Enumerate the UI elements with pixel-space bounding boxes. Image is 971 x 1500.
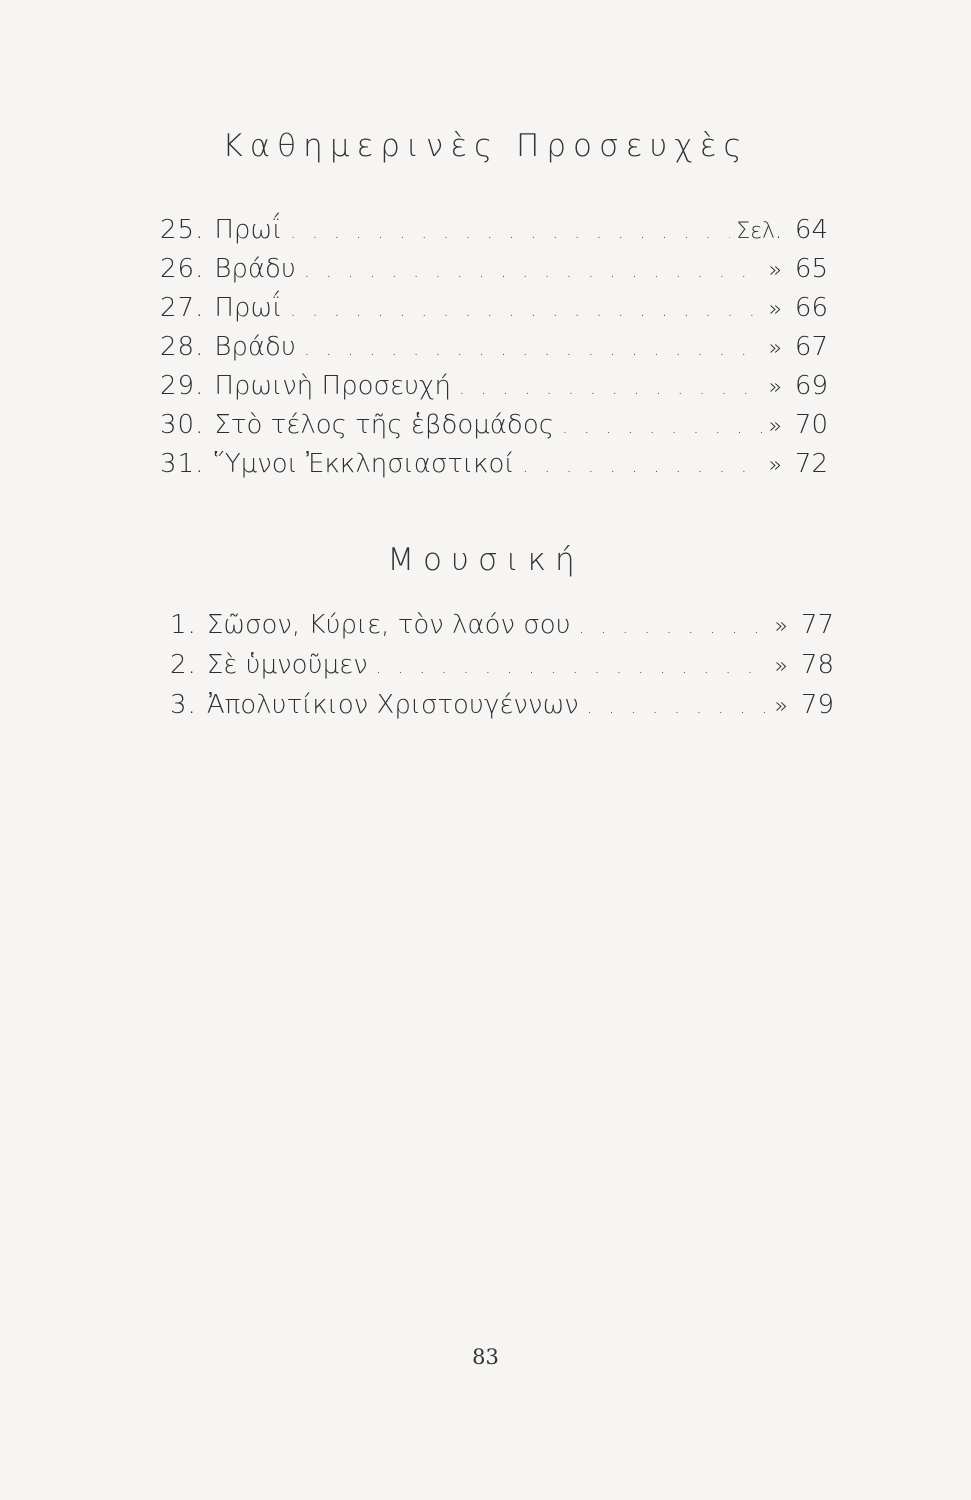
dot-leader bbox=[587, 699, 769, 717]
entry-page: 77 bbox=[800, 610, 834, 640]
entry-number: 3. bbox=[170, 690, 197, 720]
entry-number: 31. bbox=[160, 449, 205, 479]
entry-page: 72 bbox=[794, 449, 828, 479]
toc-list-daily-prayers bbox=[160, 215, 828, 488]
toc-list-music bbox=[170, 610, 834, 730]
toc-entry bbox=[160, 371, 828, 410]
entry-number: 30. bbox=[160, 410, 205, 440]
entry-page: 69 bbox=[794, 371, 828, 401]
page-prefix: » bbox=[768, 414, 782, 439]
page-prefix: » bbox=[768, 375, 782, 400]
page-prefix: Σελ. bbox=[736, 219, 782, 244]
dot-leader bbox=[290, 302, 762, 320]
entry-title: Πρωΐ bbox=[214, 293, 283, 323]
entry-page: 66 bbox=[794, 293, 828, 323]
entry-number: 1. bbox=[170, 610, 197, 640]
toc-entry bbox=[160, 215, 828, 254]
entry-title: Στὸ τέλος τῆς ἑβδομάδος bbox=[214, 410, 555, 440]
entry-page: 67 bbox=[794, 332, 828, 362]
entry-page: 64 bbox=[794, 215, 828, 245]
page-prefix: » bbox=[774, 614, 788, 639]
page-prefix: » bbox=[768, 258, 782, 283]
entry-title: Σῶσον, Κύριε, τὸν λαόν σου bbox=[206, 610, 571, 640]
entry-number: 28. bbox=[160, 332, 205, 362]
entry-page: 70 bbox=[794, 410, 828, 440]
page-number: 83 bbox=[472, 1345, 499, 1369]
dot-leader bbox=[304, 341, 763, 359]
entry-number: 2. bbox=[170, 650, 197, 680]
entry-title: Βράδυ bbox=[214, 254, 296, 284]
page-prefix: » bbox=[768, 297, 782, 322]
page-prefix: » bbox=[774, 654, 788, 679]
dot-leader bbox=[579, 619, 769, 637]
entry-title: Βράδυ bbox=[214, 332, 296, 362]
toc-entry bbox=[160, 410, 828, 449]
page-prefix: » bbox=[768, 336, 782, 361]
dot-leader bbox=[459, 380, 763, 398]
toc-entry bbox=[160, 332, 828, 371]
entry-title: Πρωινὴ Προσευχή bbox=[214, 371, 451, 401]
toc-entry bbox=[160, 449, 828, 488]
dot-leader bbox=[523, 458, 763, 476]
entry-number: 27. bbox=[160, 293, 205, 323]
entry-page: 79 bbox=[800, 690, 834, 720]
dot-leader bbox=[562, 419, 763, 437]
entry-title: Πρωΐ bbox=[214, 215, 283, 245]
toc-entry bbox=[160, 254, 828, 293]
entry-page: 65 bbox=[794, 254, 828, 284]
toc-entry bbox=[160, 293, 828, 332]
entry-number: 25. bbox=[160, 215, 205, 245]
entry-number: 29. bbox=[160, 371, 205, 401]
section-heading-daily-prayers: Καθημερινὲς Προσευχὲς bbox=[222, 128, 749, 164]
page-prefix: » bbox=[768, 453, 782, 478]
page-prefix: » bbox=[774, 694, 788, 719]
dot-leader bbox=[376, 659, 769, 677]
toc-entry bbox=[170, 610, 834, 650]
toc-entry bbox=[170, 690, 834, 730]
toc-entry bbox=[170, 650, 834, 690]
entry-title: Σὲ ὑμνοῦμεν bbox=[206, 650, 368, 680]
section-heading-music: Μουσική bbox=[387, 542, 584, 578]
entry-title: Ἀπολυτίκιον Χριστουγέννων bbox=[206, 690, 579, 720]
dot-leader bbox=[304, 263, 763, 281]
entry-number: 26. bbox=[160, 254, 205, 284]
dot-leader bbox=[290, 224, 730, 242]
entry-page: 78 bbox=[800, 650, 834, 680]
entry-title: Ὕμνοι Ἐκκλησιαστικοί bbox=[214, 449, 515, 479]
